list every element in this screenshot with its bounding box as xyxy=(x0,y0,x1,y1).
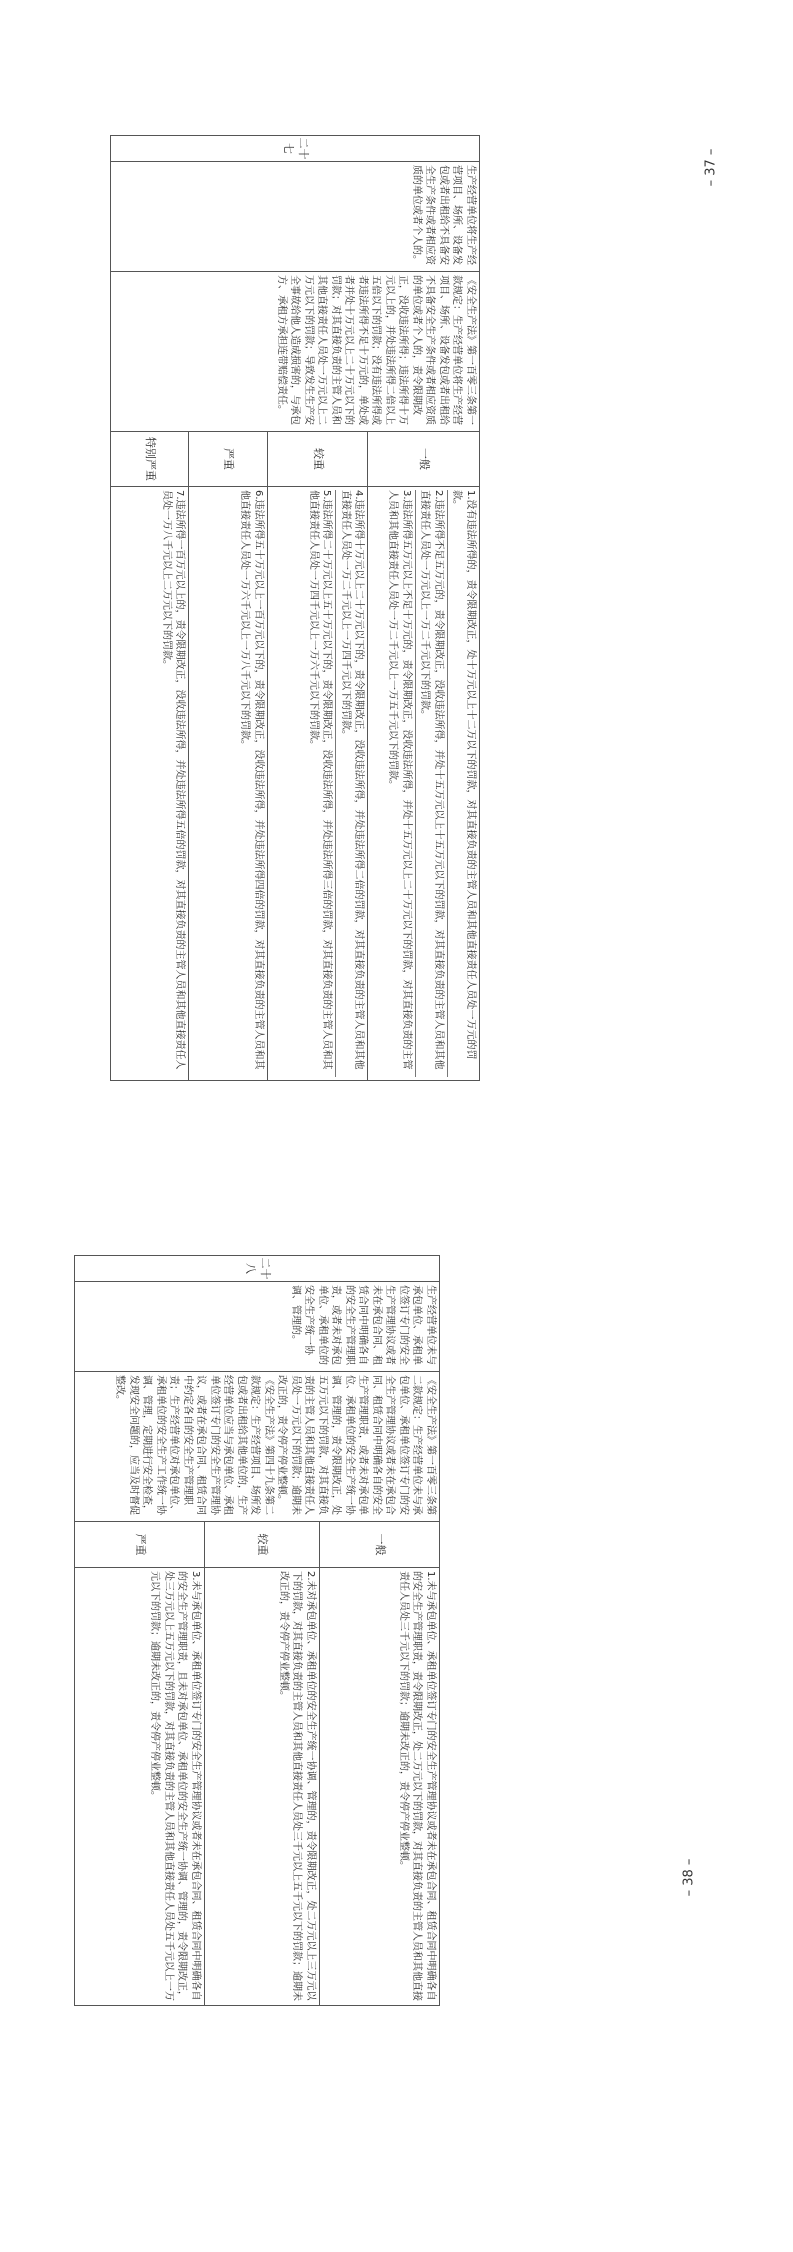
level-extremely-severe: 特别严重 xyxy=(111,432,189,487)
row-number: 二十八 xyxy=(75,1256,440,1282)
discretion-item: 6.违法所得五十万元以上一百万元以下的，责令限期改正，没收违法所得，并处违法所得四倍的罚款，对其直接负责的主管人员和其他直接责任人员处一万六千元以上一万八千元以下的罚款。 xyxy=(189,487,267,1081)
level-severe: 严重 xyxy=(75,1522,205,1568)
legal-basis-paragraph: 《安全生产法》第一百零三条第二款规定：生产经营单位未与承包单位、承租单位签订专门的安全生产管理协议或者未在承包合同、租赁合同中明确各自的安全生产管理职责，或者未对承包单位、承租单位的安全生产统一协调、管理的，责令限期改正，处五万元以下的罚款，对其直接负责的主管人员和其他直接责任人员处一万元以下的罚款；逾期未改正的，责令停产停业整顿。 xyxy=(276,1375,436,1515)
legal-basis: 《安全生产法》第一百零三条第一款规定：生产经营单位将生产经营项目、场所、设备发包或者出租给不具备安全生产条件或者相应资质的单位或者个人的，责令限期改正，没收违法所得；违法所得十万元以上的，并处违法所得二倍以上五倍以下的罚款；没有违法所得或者违法所得不足十万元的，单处或者并处十万元以上二十万元以下的罚款；对其直接负责的主管人员和其他直接责任人员处一万元以上二万元以下的罚款；导致发生生产安全事故给他人造成损害的，与承包方、承租方承担连带赔偿责任。 xyxy=(111,272,480,432)
discretion-item: 7.违法所得一百万元以上的，责令限期改正，没收违法所得，并处违法所得五倍的罚款，对其直接负责的主管人员和其他直接责任人员处一万八千元以上二万元以下的罚款。 xyxy=(111,487,189,1081)
discretion-item: 1.未与承包单位、承租单位签订专门的安全生产管理协议或者未在承包合同、租赁合同中明确各自的安全生产管理职责，责令限期改正，处二万元以下的罚款，对其直接负责的主管人员和其他直接责任人员处三千元以下的罚款；逾期未改正的，责令停产停业整顿。 xyxy=(320,1568,440,2006)
level-severe: 严重 xyxy=(189,432,267,487)
legal-basis-paragraph: 《安全生产法》第四十九条第二款规定：生产经营项目、场所发包或者出租给其他单位的，生产经营单位应当与承包单位、承租单位签订专门的安全生产管理协议，或者在承包合同、租赁合同中约定各自的安全生产管理职责；生产经营单位对承包单位、承租单位的安全生产工作统一协调、管理，定期进行安全检查，发现安全问题的，应当及时督促整改。 xyxy=(114,1375,274,1515)
level-serious: 较重 xyxy=(267,432,368,487)
discretion-item: 3.未与承包单位、承租单位签订专门的安全生产管理协议或者未在承包合同、租赁合同中明确各自的安全生产管理职责，且未对承包单位、承租单位的安全生产统一协调、管理的，责令限期改正，处三万元以上五万元以下的罚款，对其直接负责的主管人员和其他直接责任人员处五千元以上一万元以下的罚款；逾期未改正的，责令停产停业整顿。 xyxy=(75,1568,205,2006)
level-general: 一般 xyxy=(320,1522,440,1568)
discretion-cell-serious xyxy=(267,487,368,1081)
legal-basis xyxy=(75,1372,440,1522)
page-number-bottom: – 38 – xyxy=(681,1858,697,1897)
row-number: 二十七 xyxy=(111,136,480,162)
penalty-table-27 xyxy=(110,135,480,1081)
discretion-item: 2.违法所得不足五万元的，责令限期改正，没收违法所得，并处十五万元以上十五万元以下的罚款，对其直接负责的主管人员和其他直接责任人员处一万元以上一万二千元以下的罚款。 xyxy=(415,490,445,1077)
penalty-table-28 xyxy=(74,1255,440,2006)
page-number-top: – 37 – xyxy=(703,148,719,187)
discretion-item: 1.没有违法所得的，责令限期改正，处十万元以上十二万以下的罚款，对其直接负责的主管人员和其他直接责任人员处一万元的罚款。 xyxy=(447,490,477,1077)
discretion-item: 5.违法所得二十万元以上五十万元以下的，责令限期改正，没收违法所得，并处违法所得三倍的罚款，对其直接负责的主管人员和其他直接责任人员处一万四千元以上一万六千元以下的罚款。 xyxy=(307,490,333,1070)
discretion-cell-general xyxy=(368,487,480,1081)
discretion-item: 3.违法所得五万元以上不足十万元的，责令限期改正，没收违法所得，并处十五万元以上二十万元以下的罚款，对其直接负责的主管人员和其他直接责任人员处一万二千元以上一万五千元以下的罚款。 xyxy=(387,490,412,1070)
discretion-item: 4.违法所得十万元以上二十万元以下的，责令限期改正，没收违法所得，并处违法所得二倍的罚款，对其直接负责的主管人员和其他直接责任人员处一万二千元以上一万四千元以下的罚款。 xyxy=(335,490,365,1077)
level-serious: 较重 xyxy=(205,1522,320,1568)
violation-behavior: 生产经营单位未与承包单位、承租单位签订专门的安全生产管理协议或者未在承包合同、租赁合同中明确各自的安全生产管理职责，或者未对承包单位、承租单位的安全生产统一协调、管理的。 xyxy=(75,1282,440,1372)
level-general: 一般 xyxy=(368,432,480,487)
discretion-item: 2.未对承包单位、承租单位的安全生产统一协调、管理的，责令限期改正，处二万元以上三万元以下的罚款，对其直接负责的主管人员和其他直接责任人员处三千元以上五千元以下的罚款；逾期未改正的，责令停产停业整顿。 xyxy=(205,1568,320,2006)
violation-behavior: 生产经营单位将生产经营项目、场所、设备发包或者出租给不具备安全生产条件或者相应资质的单位或者个人的。 xyxy=(111,162,480,272)
